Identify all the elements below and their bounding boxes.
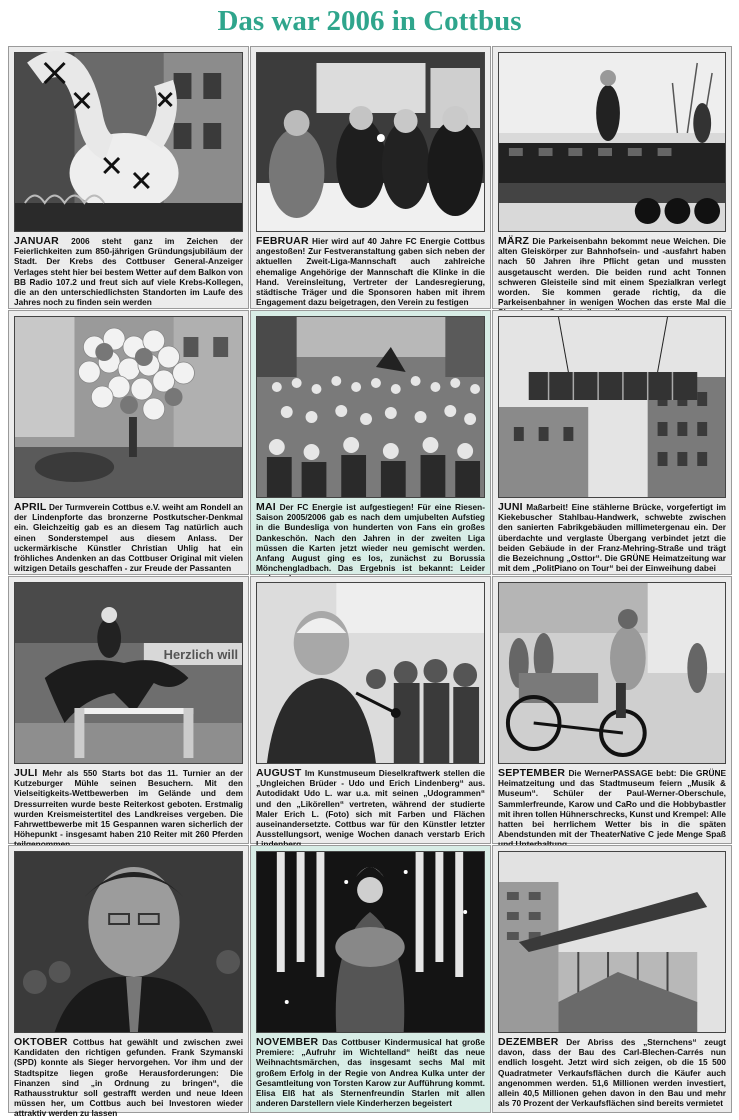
month-text: Cottbus hat gewählt und zwischen zwei Kandidaten den richtigen gefunden. Frank Szymanski (SPD) konnte als Sieger hervorgehen. Vor ihm und der Stadtspitze liegen große Herausforderungen: Die Finanzen sind „in Ordnung zu bringen“, die Rathausstruktur soll gestrafft werden und neue Ideen müssen her, um Cottbus auch bei Investoren wieder attraktiv werden zu lassen [14, 1037, 243, 1119]
month-card-august [250, 576, 491, 844]
month-card-maerz [492, 46, 732, 309]
month-caption [498, 768, 726, 850]
month-card-dezember [492, 845, 732, 1113]
month-card-februar [250, 46, 491, 309]
month-caption [14, 768, 243, 850]
page-title: Das war 2006 in Cottbus [217, 5, 522, 37]
month-caption [14, 502, 243, 573]
show-jumping-photo [14, 582, 243, 764]
month-caption [14, 236, 243, 307]
month-text: Die Parkeisenbahn bekommt neue Weichen. Die alten Gleiskörper zur Bahnhofsein- und -ausfahrt haben nach 50 Jahren ihre Pflicht getan und mussten ausgetauscht werden. Die beiden rund acht Tonnen schweren Gleisteile sind mit einem Spezialkran verlegt worden. Sie kommen gerade richtig, da die Parkeisenbahner in wenigen Wochen das erste Mal die [498, 236, 726, 308]
month-card-september [492, 576, 732, 844]
month-label: MÄRZ [498, 235, 530, 247]
musical-photo [256, 851, 485, 1033]
month-card-januar [8, 46, 249, 309]
month-card-juli [8, 576, 249, 844]
month-text: Das Cottbuser Kindermusical hat große Premiere: „Aufruhr im Wichtelland“ heißt das neue Weihnachtsmärchen, das insgesamt sechs Mal mit großem Erfolg in der Regie von Andrea Kulka unter der Gesamtleitung von Torsten Karow zur Aufführung kommt. Elisa Elß hat als Sternenfreundin Starlen mit allen anderen Darstellern viele Kinderherzen begeistert [256, 1037, 485, 1109]
month-caption [256, 502, 485, 584]
month-label: MAI [256, 501, 276, 513]
bridge-photo [498, 316, 726, 498]
banner-text: Herzlich will [163, 646, 239, 663]
month-text: 2006 steht ganz im Zeichen der Feierlichkeiten zum 850-jährigen Gründungsjubiläum der Stadt. Der Krebs des Cottbuser General-Anzeiger Verlages steht hier bei bestem Wetter auf dem Balkon von BB Radio 107.2 und freut sich auf viele Krebs-Kollegen, die an den unterschiedlichsten Standorten im Laufe des Jahres noch zu finden sein werden [14, 236, 243, 308]
toast-photo [256, 52, 485, 232]
month-text: Hier wird auf 40 Jahre FC Energie Cottbus angestoßen! Zur Festveranstaltung gaben sich neben der aktuellen Zweit-Liga-Mannschaft auch zahlreiche ehemalige Angehörige der Mannschaft die Klinke in die Hand. Vereinsleitung, Vertreter der Landesregierung, städtische Träger und die Sponsoren haben mit ihrem Engagement dazu beigetragen, den Verein zu festigen [256, 236, 485, 308]
month-card-november [250, 845, 491, 1113]
month-caption [498, 1037, 726, 1108]
month-label: SEPTEMBER [498, 767, 566, 779]
month-text: Mehr als 550 Starts bot das 11. Turnier an der Kutzeburger Mühle seinen Besuchern. Mit den Vielseitigkeits-Wettbewerben im Gelände und dem Dressurreiten wurde beste Reiterkost geboten. Erstmalig wurden Kreismeistertitel des Landkreises vergeben. Die Fahrwettbewerbe mit 15 Gespannen waren sicherlich der Höhepunkt - insgesamt haben 210 Reiter mit 260 Pferden [14, 768, 243, 840]
month-caption [256, 236, 485, 307]
month-text: Der FC Energie ist aufgestiegen! Für eine Riesen-Saison 2005/2006 gab es nach dem umjubelten Aufstieg in die Bundesliga von hunderten von Fans ein großes Dankeschön. Nach den Jahren in der zweiten Liga müssen die Karten jetzt wieder neu gemischt werden. Anfang August ging es los, zunächst zu Borussia Mönchengladbach. Das Ergebnis ist bekannt: Leider [256, 502, 485, 574]
month-label: APRIL [14, 501, 47, 513]
month-card-oktober [8, 845, 249, 1119]
demolition-photo [498, 851, 726, 1033]
railway-truck-photo [498, 52, 726, 232]
crab-sculpture-photo [14, 52, 243, 232]
month-label: NOVEMBER [256, 1036, 319, 1048]
month-grid [8, 46, 732, 1119]
month-label: AUGUST [256, 767, 302, 779]
month-label: FEBRUAR [256, 235, 309, 247]
month-label: JULI [14, 767, 38, 779]
month-label: JUNI [498, 501, 523, 513]
mayor-portrait-photo [14, 851, 243, 1033]
month-text: Der Turmverein Cottbus e.V. weiht am Rondell an der Lindenpforte das bronzerne Postkutscher-Denkmal ein. Gleichzeitig gab es an diesem Tag natürlich auch einen Sonderstempel aus diesem Anlass. Der uckermärkische Künstler Christian Uhlig hat ein fröhliches Andenken an das Cottbuser Original mit vielen witzigen Details geschaffen - zur Freude der Passanten [14, 502, 243, 574]
month-text: Die WernerPASSAGE bebt: Die GRÜNE Heimatzeitung und das Stadtmuseum feiern „Musik & Museum“. Schüler der Paul-Werner-Oberschule, Sammlerfreunde, Karow und CaRo und die Hobbybastler mit ihren tollen Hühnerschrecks, Kunst und Krempel: Alle hatten bei herrlichem Wetter bis in die späten Abendstunden mit der TheaterNative C jede Menge Spaß [498, 768, 726, 840]
month-caption [14, 1037, 243, 1119]
crowd-photo [256, 316, 485, 498]
month-card-mai [250, 310, 491, 575]
tricycle-photo [498, 582, 726, 764]
artist-speech-photo [256, 582, 485, 764]
month-caption [498, 236, 726, 318]
month-label: OKTOBER [14, 1036, 68, 1048]
month-card-juni [492, 310, 732, 575]
month-label: JANUAR [14, 235, 59, 247]
month-caption [256, 1037, 485, 1108]
month-caption [256, 768, 485, 850]
balloons-photo [14, 316, 243, 498]
month-label: DEZEMBER [498, 1036, 559, 1048]
month-text: Der Abriss des „Sternchens“ zeugt davon, dass der Bau des Carl-Blechen-Carrés nun endlich losgeht. Jetzt wird sich zeigen, ob die 15 500 Quadratmeter Verkaufsflächen durch die Käufer auch angenommen werden. 51,6 Millionen werden investiert, allein 40,5 Millionen gehen davon in den Bau und mehr als 70 Prozent der Verkaufsflächen sind bereits vermietet [498, 1037, 726, 1109]
month-caption [498, 502, 726, 573]
month-card-april [8, 310, 249, 575]
month-text: Im Kunstmuseum Dieselkraftwerk stellen die „Ungleichen Brüder - Udo und Erich Lindenberg“ aus. Autodidakt Udo L. war u.a. mit seinen „Udogrammen“ und den „Likörellen“ vertreten, während der studierte Maler Erich L. (Foto) sich mit Farben und Flächen auseinandersetzte. Cottbus war für den Künstler letzter Ausstellungsort, wenige Wochen danach verstarb Erich [256, 768, 485, 840]
month-text: Maßarbeit! Eine stählerne Brücke, vorgefertigt im Kiekebuscher Stahlbau-Handwerk, schwebte zwischen den sanierten Fabrikgebäuden millimetergenau ein. Der überdachte und verglaste Übergang verbindet jetzt die beiden Gebäude in der Franz-Mehring-Straße und trägt die Bezeichnung „Osttor“. Die GRÜNE Heimatzeitung war mit dem „PolitPiano on Tour“ bei der Einweihung dabei [498, 502, 726, 574]
